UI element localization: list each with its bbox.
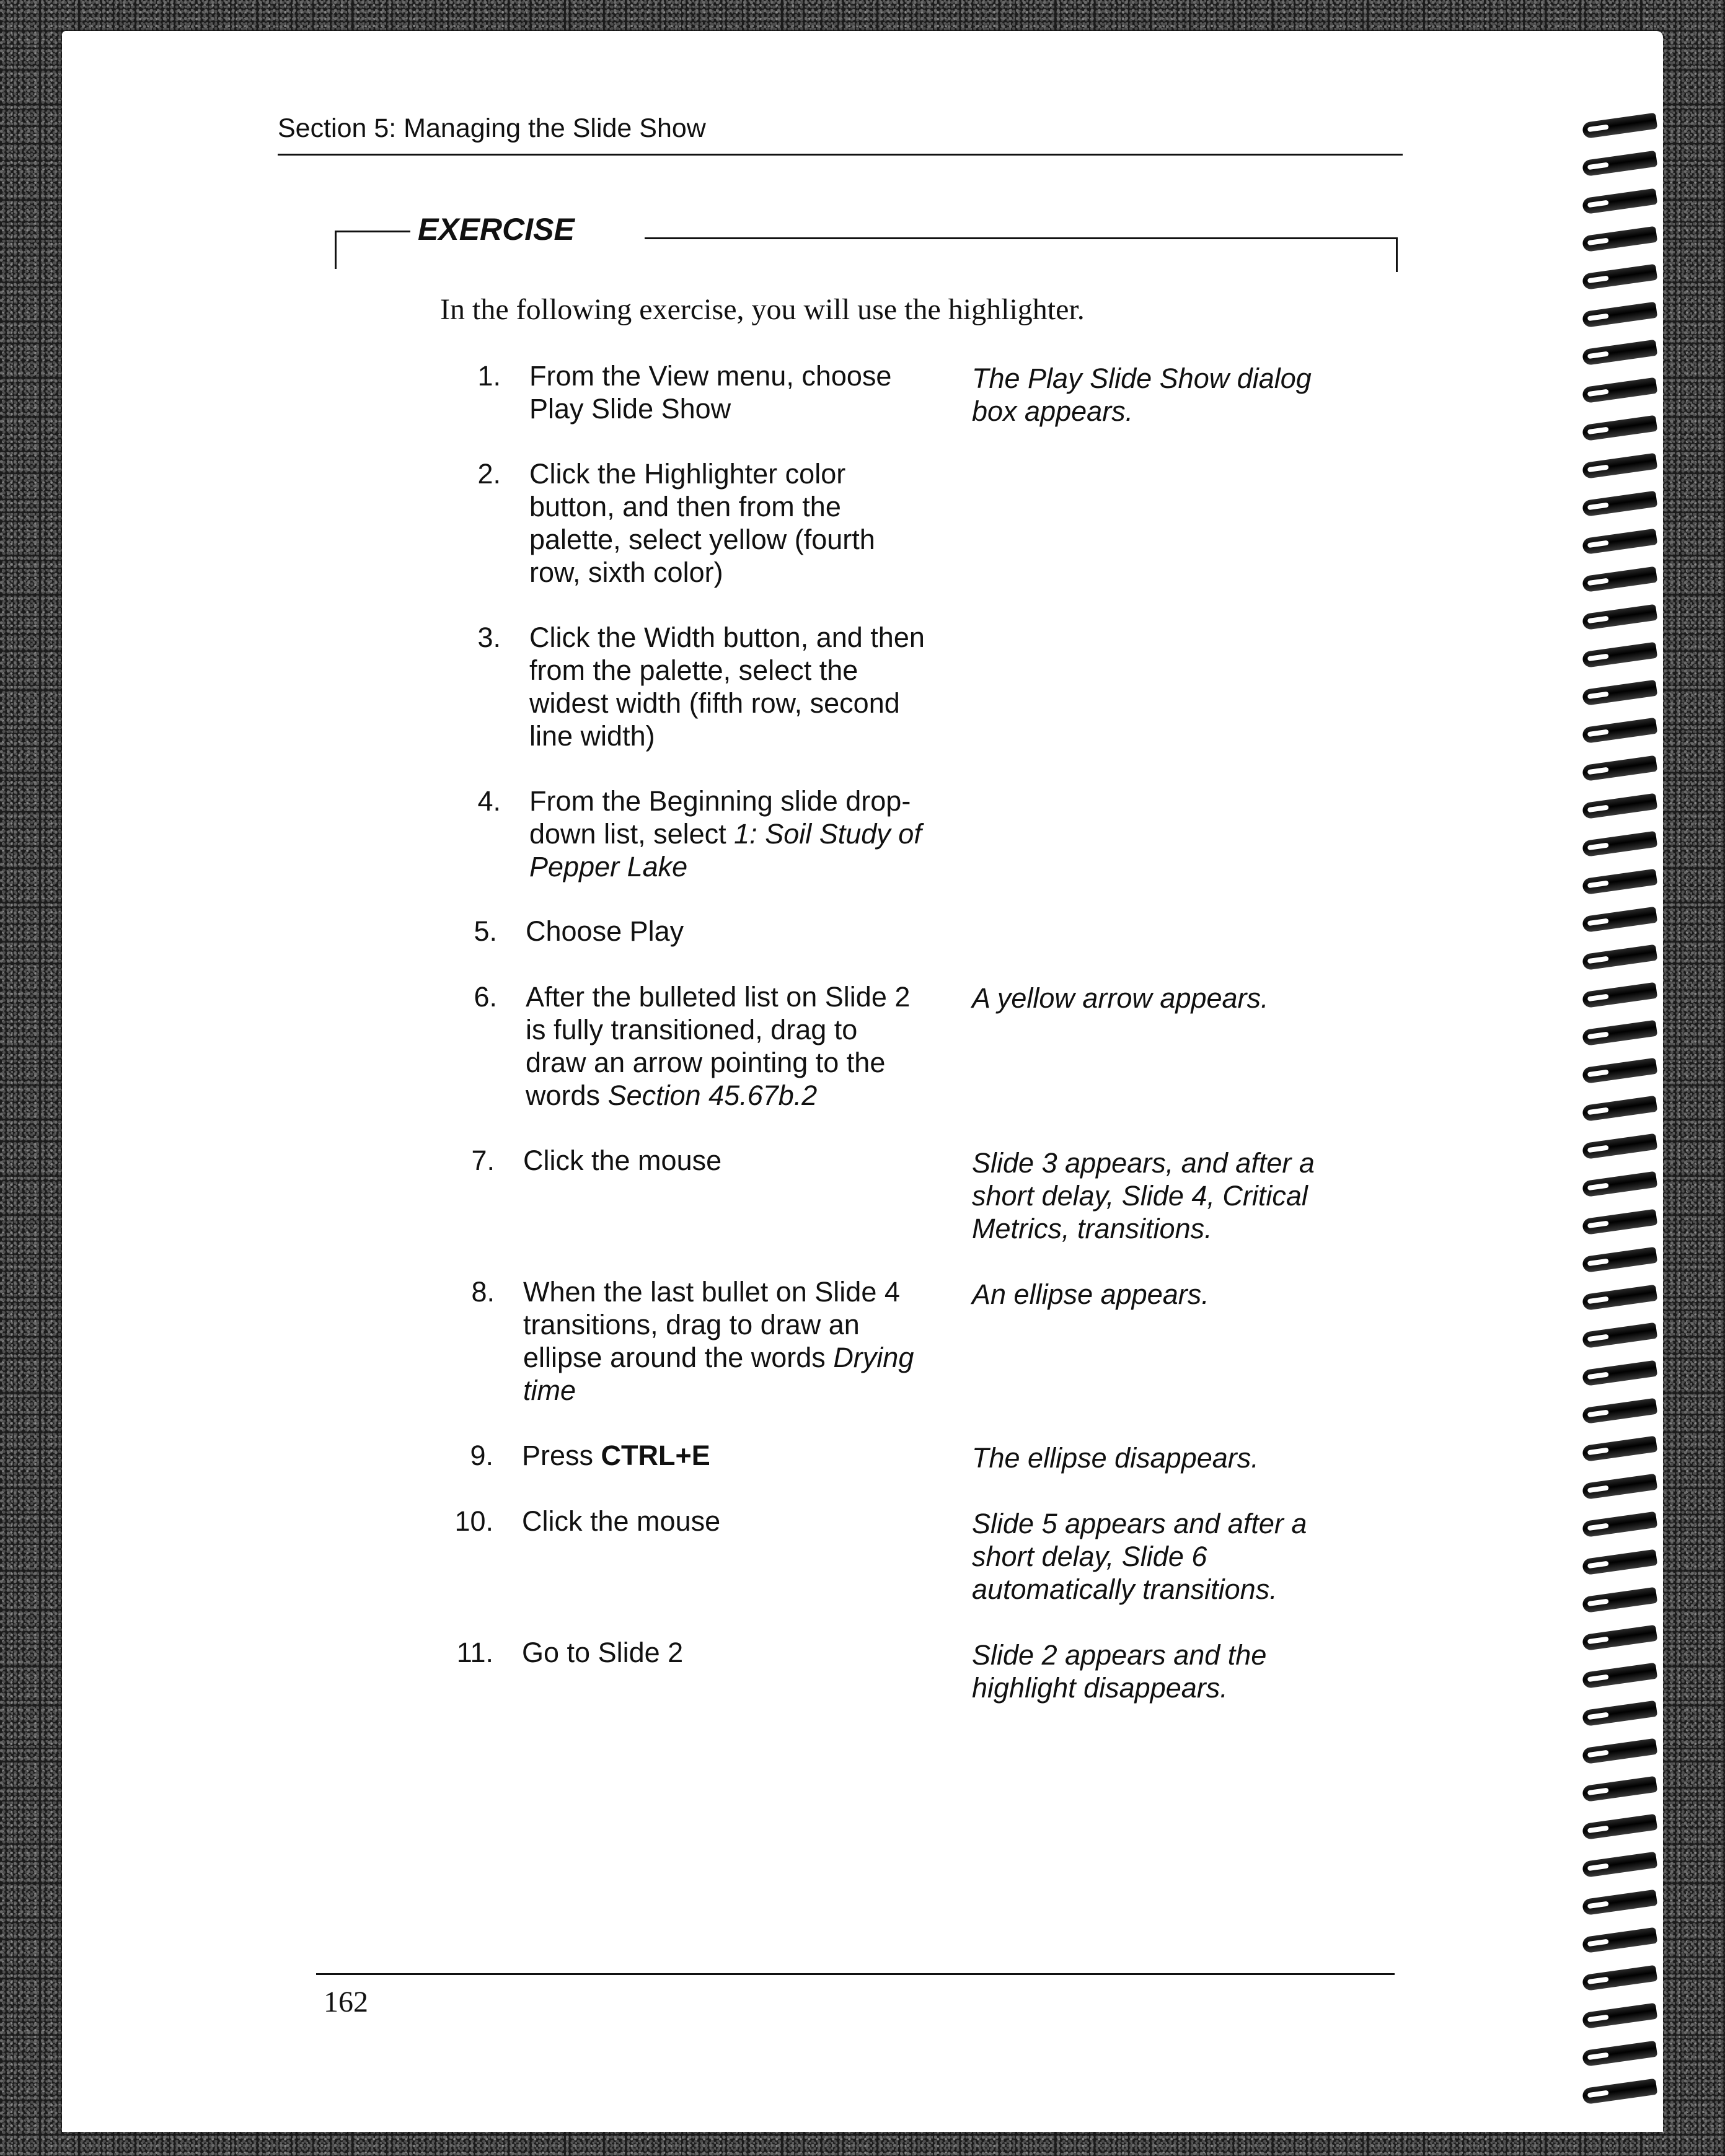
binding-coil (1582, 302, 1657, 328)
exercise-box-right (1396, 237, 1398, 272)
binding-coil (1582, 1096, 1657, 1122)
step-text-main: Press (522, 1440, 594, 1471)
binding-coil (1582, 1511, 1657, 1538)
step-text-main: From the Beginning slide drop-down list, select (529, 785, 911, 850)
step-number: 3. (477, 622, 501, 653)
step-text-main: After the bulleted list on Slide 2 is fully transitioned, drag to draw an arrow pointing to the words (526, 981, 911, 1111)
exercise-box-top-left (335, 231, 410, 232)
header-rule (278, 154, 1403, 156)
binding-coil (1582, 151, 1657, 177)
binding-coil (1582, 982, 1657, 1008)
footer-rule (316, 1973, 1395, 1975)
binding-coil (1582, 529, 1657, 555)
step-number: 8. (471, 1276, 495, 1308)
step-text-italic: 1: Soil Study of Pepper Lake (529, 818, 922, 882)
binding-coil (1582, 1436, 1657, 1462)
binding-coil (1582, 604, 1657, 630)
step-7-result: Slide 3 appears, and after a short delay, Slide 4, Critical Metrics, transitions. (972, 1147, 1315, 1244)
keyboard-shortcut: CTRL+E (601, 1440, 710, 1471)
step-number: 10. (454, 1505, 493, 1537)
binding-coil (1582, 1890, 1657, 1916)
step-number: 7. (471, 1145, 495, 1176)
step-8-result: An ellipse appears. (972, 1278, 1209, 1310)
exercise-title: EXERCISE (418, 212, 575, 247)
step-text: Click the Highlighter color button, and then from the palette, select yellow (fourth row, sixth color) (529, 458, 875, 588)
step-11-result: Slide 2 appears and the highlight disappears. (972, 1639, 1267, 1704)
binding-coil (1582, 642, 1657, 668)
step-number: 5. (474, 915, 497, 947)
binding-coil (1582, 1852, 1657, 1878)
binding-coil (1582, 755, 1657, 781)
binding-coil (1582, 1965, 1657, 1991)
binding-coil (1582, 1058, 1657, 1084)
binding-coil (1582, 2079, 1657, 2105)
binding-coil (1582, 1701, 1657, 1727)
binding-coil (1582, 944, 1657, 970)
step-text: Go to Slide 2 (522, 1637, 684, 1668)
binding-coil (1582, 1020, 1657, 1046)
exercise-intro: In the following exercise, you will use the highlighter. (440, 293, 1085, 326)
step-text-italic: Section 45.67b.2 (607, 1080, 818, 1111)
binding-coil (1582, 1738, 1657, 1764)
step-9-result: The ellipse disappears. (972, 1442, 1259, 1474)
step-text (522, 1439, 919, 1472)
step-text-main: When the last bullet on Slide 4 transitions, drag to draw an ellipse around the words (523, 1276, 900, 1373)
step-number: 4. (477, 785, 501, 817)
binding-coil (1582, 869, 1657, 895)
binding-coil (1582, 1927, 1657, 1953)
binding-coil (1582, 1474, 1657, 1500)
binding-coil (1582, 2003, 1657, 2029)
step-text: Click the Width button, and then from the palette, select the widest width (fifth row, second line width) (529, 622, 925, 752)
binding-coil (1582, 188, 1657, 214)
step-text (529, 785, 926, 883)
binding-coil (1582, 1625, 1657, 1651)
binding-coil (1582, 491, 1657, 517)
binding-coil (1582, 1247, 1657, 1273)
binding-coil (1582, 340, 1657, 366)
binding-coil (1582, 1549, 1657, 1575)
binding-coil (1582, 831, 1657, 857)
step-number: 6. (474, 981, 497, 1013)
step-number: 2. (477, 458, 501, 490)
section-header: Section 5: Managing the Slide Show (278, 113, 706, 143)
binding-coil (1582, 377, 1657, 403)
binding-coil (1582, 793, 1657, 819)
binding-coil (1582, 680, 1657, 706)
step-10-result: Slide 5 appears and after a short delay, Slide 6 automatically transitions. (972, 1508, 1307, 1605)
binding-coil (1582, 1587, 1657, 1613)
step-1-result: The Play Slide Show dialog box appears. (972, 363, 1312, 427)
binding-coil (1582, 264, 1657, 290)
binding-coil (1582, 113, 1657, 139)
binding-coil (1582, 226, 1657, 252)
binding-coil (1582, 907, 1657, 933)
exercise-box-left (335, 231, 337, 269)
binding-coil (1582, 1285, 1657, 1311)
step-number: 9. (470, 1440, 493, 1471)
binding-coil (1582, 415, 1657, 441)
spiral-binding (1576, 118, 1663, 2119)
binding-coil (1582, 1663, 1657, 1689)
binding-coil (1582, 1776, 1657, 1802)
step-text: Click the mouse (522, 1505, 721, 1537)
step-6-result: A yellow arrow appears. (972, 982, 1269, 1014)
step-number: 11. (456, 1637, 493, 1668)
page-number: 162 (324, 1986, 368, 2018)
step-text-italic: Drying time (523, 1342, 914, 1406)
binding-coil (1582, 1360, 1657, 1386)
binding-coil (1582, 1322, 1657, 1349)
binding-coil (1582, 1133, 1657, 1159)
step-text (523, 1275, 920, 1407)
step-text: Click the mouse (523, 1145, 722, 1176)
binding-coil (1582, 566, 1657, 592)
binding-coil (1582, 2041, 1657, 2067)
binding-coil (1582, 1209, 1657, 1235)
step-number: 1. (477, 360, 501, 392)
binding-coil (1582, 1814, 1657, 1840)
binding-coil (1582, 453, 1657, 479)
step-text (526, 980, 922, 1112)
step-text: From the View menu, choose Play Slide Show (529, 360, 892, 425)
exercise-box-top-right (645, 237, 1398, 239)
binding-coil (1582, 1398, 1657, 1424)
step-text: Choose Play (526, 915, 684, 947)
binding-coil (1582, 1171, 1657, 1197)
binding-coil (1582, 718, 1657, 744)
